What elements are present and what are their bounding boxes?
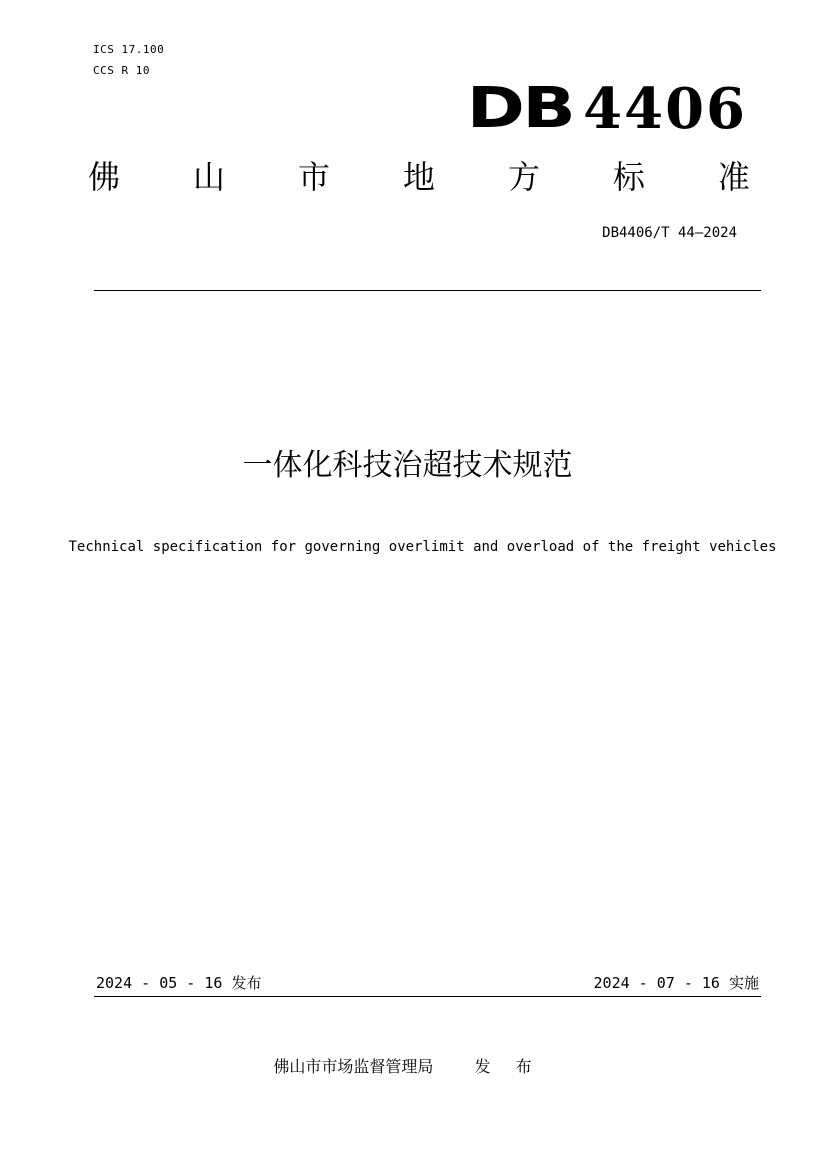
document-title-chinese: 一体化科技治超技术规范 (242, 448, 573, 483)
ics-code: ICS 17.100 (93, 43, 165, 56)
implementation-date: 2024 - 07 - 16 实施 (593, 974, 759, 992)
logo-prefix: DB (466, 76, 574, 141)
logo-code: 4406 (583, 76, 747, 142)
org-char: 准 (717, 158, 750, 196)
db-logo (466, 76, 747, 142)
issuer-name: 佛山市市场监督管理局 (273, 1057, 434, 1076)
top-divider (94, 290, 761, 291)
issuer-line (0, 1054, 815, 1077)
org-char: 山 (192, 158, 225, 196)
org-char: 地 (402, 158, 435, 196)
standard-category-title (88, 155, 750, 199)
ccs-code: CCS R 10 (93, 64, 150, 77)
org-char: 方 (507, 158, 540, 196)
bottom-divider (94, 996, 761, 997)
document-title-english: Technical specification for governing overlimit and overload of the freight vehicles (68, 539, 777, 555)
org-char: 佛 (88, 158, 121, 196)
publish-date: 2024 - 05 - 16 发布 (96, 974, 262, 992)
org-char: 市 (297, 158, 330, 196)
org-char: 标 (612, 158, 645, 196)
issuer-action: 发 布 (474, 1057, 542, 1076)
standard-number: DB4406/T 44—2024 (602, 225, 737, 241)
